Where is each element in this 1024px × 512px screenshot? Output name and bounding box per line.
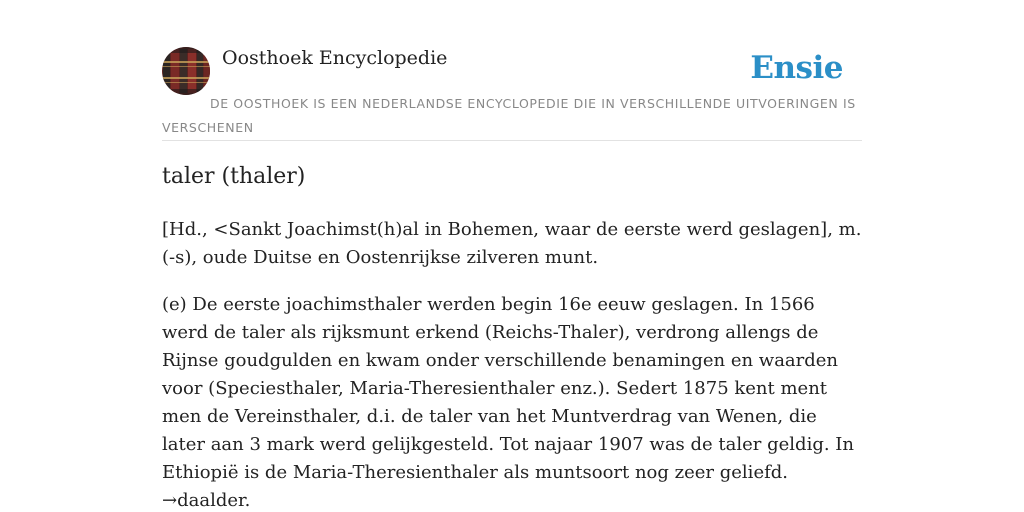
entry-body-text: (e) De eerste joachimsthaler werden begin 16e eeuw geslagen. In 1566 werd de taler als rijksmunt erkend (Reichs-Thaler), verdrong allengs de Rijnse goudgulden en kwam onder verschillende benamingen en waarden voor (Speciesthaler, Maria-Theresienthaler enz.). Sedert 1875 kent ment men de Vereinsthaler, d.i. de taler van het Muntverdrag van Wenen, die later aan 3 mark werd gelijkgesteld. Tot najaar 1907 was de taler geldig. In Ethiopië is de Maria-Theresienthaler als muntsoort nog zeer geliefd.: [162, 294, 854, 483]
site-tagline: DE OOSTHOEK IS EEN NEDERLANDSE ENCYCLOPEDIE DIE IN VERSCHILLENDE UITVOERINGEN IS VERSCHENEN: [162, 96, 856, 135]
entry-body: [162, 291, 862, 512]
site-title[interactable]: Oosthoek Encyclopedie: [222, 47, 448, 69]
book-spines-icon[interactable]: [162, 47, 210, 95]
entry-definition: [Hd., <Sankt Joachimst(h)al in Bohemen, waar de eerste werd geslagen], m. (-s), oude Duitse en Oostenrijkse zilveren munt.: [162, 219, 862, 268]
entry-title: taler (thaler): [162, 164, 306, 189]
brand-logo[interactable]: Ensie: [750, 50, 843, 86]
site-header: [162, 44, 862, 141]
cross-reference-link[interactable]: →daalder: [162, 490, 245, 511]
entry-body-end: .: [244, 490, 251, 511]
